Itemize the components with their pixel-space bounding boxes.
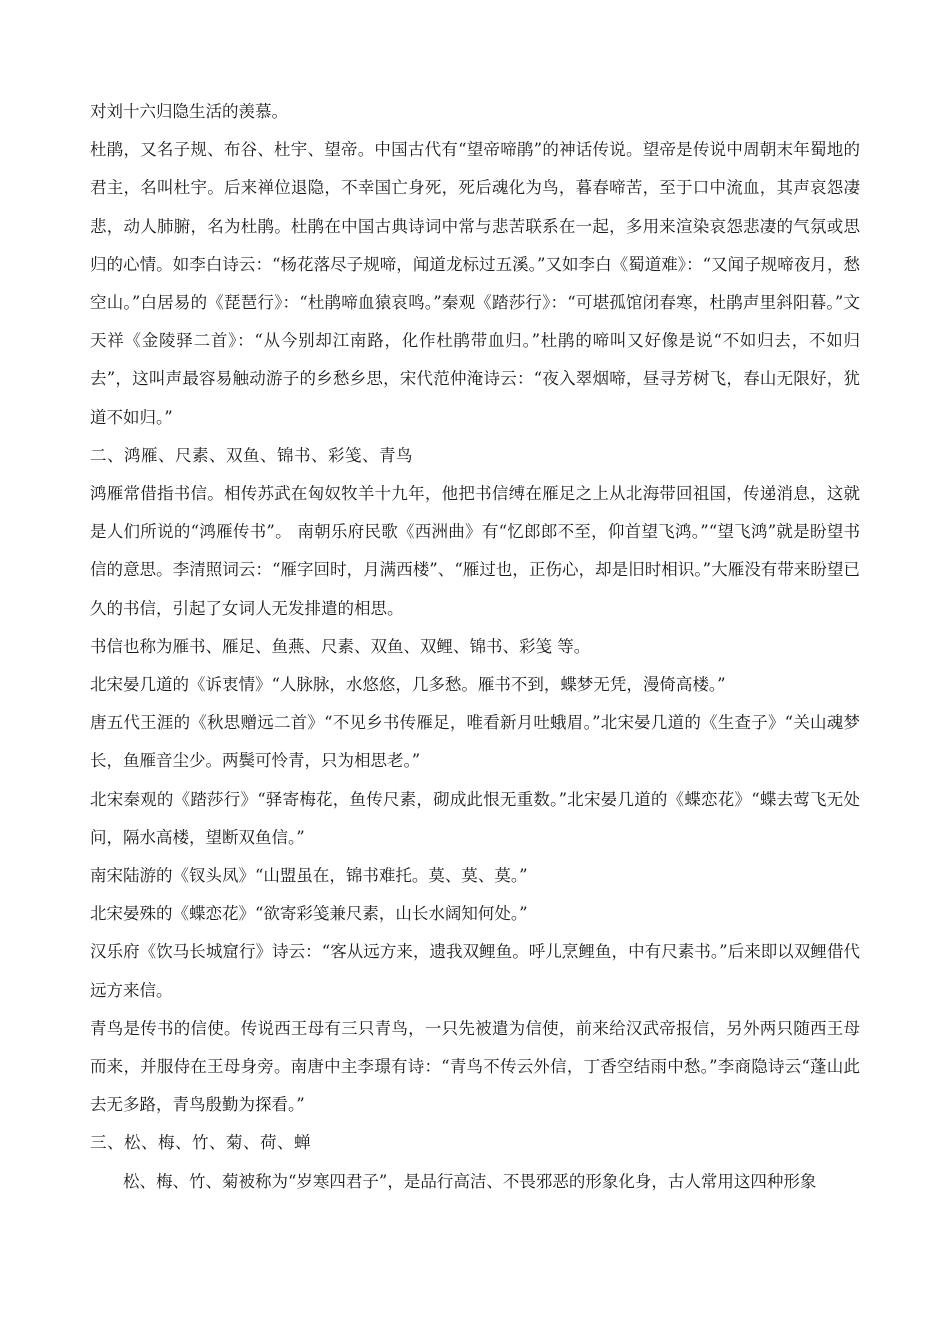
section-heading-3: 三、松、梅、竹、菊、荷、蝉 [90,1133,311,1153]
paragraph-qiu-si: 唐五代王涯的《秋思赠远二首》“不见乡书传雁足，唯看新月吐蛾眉。”北宋晏几道的《生查子》“关山魂梦长，鱼雁音尘少。两鬓可怜青，只为相思老。” [90,713,860,771]
paragraph-chai-tou-feng: 南宋陆游的《钗头凤》“山盟虽在，锦书难托。莫、莫、莫。” [90,866,528,886]
paragraph-su-zhong-qing: 北宋晏几道的《诉衷情》“人脉脉，水悠悠，几多愁。雁书不到，蝶梦无凭，漫倚高楼。” [90,675,726,695]
paragraph-dujuan: 杜鹃，又名子规、布谷、杜宇、望帝。中国古代有“望帝啼鹃”的神话传说。望帝是传说中周朝末年蜀地的君主，名叫杜宇。后来禅位退隐，不幸国亡身死，死后魂化为鸟，暮春啼苦，至于口中流血，其声哀怨凄悲，动人肺腑，名为杜鹃。杜鹃在中国古典诗词中常与悲苦联系在一起，多用来渲染哀怨悲凄的气氛或思归的心情。如李白诗云：“杨花落尽子规啼，闻道龙标过五溪。”又如李白《蜀道难》：“又闻子规啼夜月，愁空山。”白居易的《琵琶行》：“杜鹃啼血猿哀鸣。”秦观《踏莎行》：“可堪孤馆闭春寒，杜鹃声里斜阳暮。”文天祥《金陵驿二首》：“从今别却江南路，化作杜鹃带血归。”杜鹃的啼叫又好像是说“不如归去，不如归去”，这叫声最容易触动游子的乡愁乡思，宋代范仲淹诗云：“夜入翠烟啼，昼寻芳树飞，春山无限好，犹道不如归。” [90,140,860,427]
section-heading-2: 二、鸿雁、尺素、双鱼、锦书、彩笺、青鸟 [90,445,413,465]
paragraph-liu-shiliu: 对刘十六归隐生活的羡慕。 [90,102,288,121]
paragraph-letter-names: 书信也称为雁书、雁足、鱼燕、尺素、双鱼、双鲤、锦书、彩笺 等。 [90,636,591,656]
paragraph-yin-ma: 汉乐府《饮马长城窟行》诗云：“客从远方来，遗我双鲤鱼。呼儿烹鲤鱼，中有尺素书。”后来即以双鲤借代远方来信。 [90,942,860,1000]
paragraph-die-lian-hua: 北宋晏殊的《蝶恋花》“欲寄彩笺兼尺素，山长水阔知何处。” [90,904,528,924]
paragraph-four-gentlemen: 松、梅、竹、菊被称为“岁寒四君子”，是品行高洁、不畏邪恶的形象化身，古人常用这四种形象 [123,1171,817,1191]
paragraph-hongyan: 鸿雁常借指书信。相传苏武在匈奴牧羊十九年，他把书信缚在雁足之上从北海带回祖国，传递消息，这就是人们所说的“鸿雁传书”。 南朝乐府民歌《西洲曲》有“忆郎郎不至，仰首望飞鸿。”“望飞鸿”就是盼望书信的意思。李清照词云：“雁字回时，月满西楼”、“雁过也，正伤心，却是旧时相识。”大雁没有带来盼望已久的书信，引起了女词人无发排遣的相思。 [90,484,860,618]
paragraph-ta-suo-xing: 北宋秦观的《踏莎行》“驿寄梅花，鱼传尺素，砌成此恨无重数。”北宋晏几道的《蝶恋花》“蝶去莺飞无处问，隔水高楼，望断双鱼信。” [90,789,860,847]
paragraph-qingniao: 青鸟是传书的信使。传说西王母有三只青鸟，一只先被遣为信使，前来给汉武帝报信，另外两只随西王母而来，并服侍在王母身旁。南唐中主李璟有诗：“青鸟不传云外信，丁香空结雨中愁。”李商隐诗云“蓬山此去无多路，青鸟殷勤为探看。” [90,1018,860,1115]
document-body [90,93,860,1201]
